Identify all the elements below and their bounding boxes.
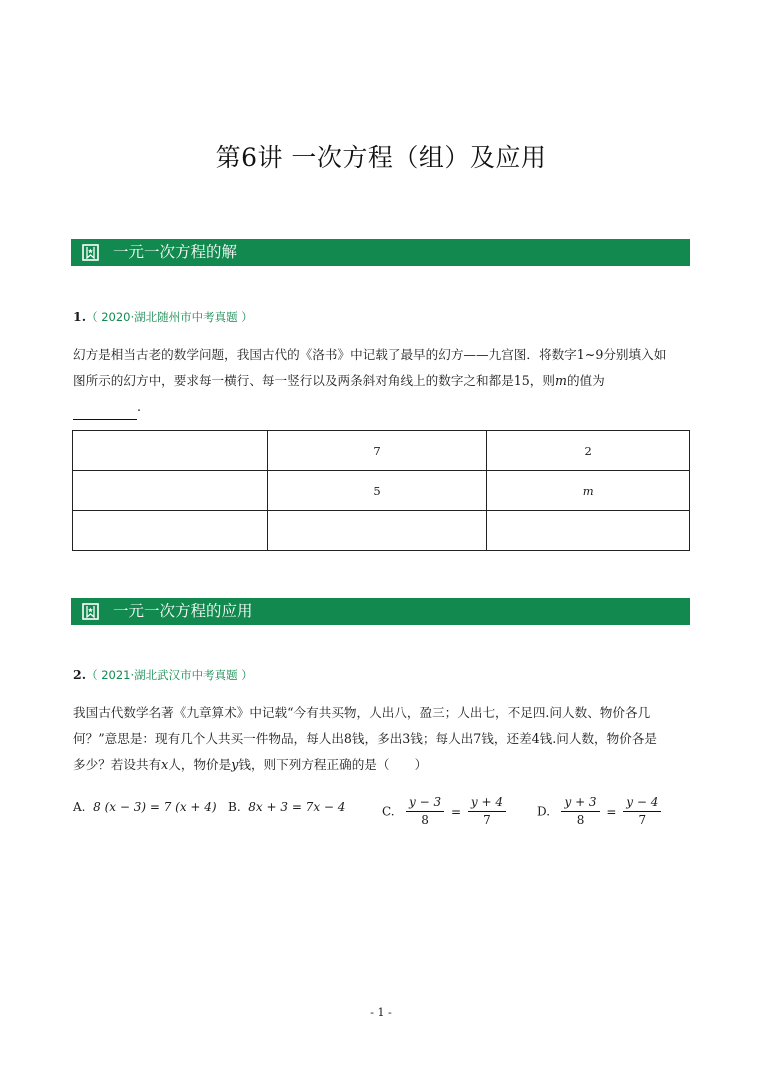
option-c[interactable]: C. $\frac{y - 3}{8}$ = $\frac{y + 4}{7}$ [382, 794, 506, 829]
question-2-header [73, 667, 253, 683]
table-row [73, 511, 690, 551]
page-number: - 1 - [370, 1006, 392, 1019]
table-row [73, 431, 690, 471]
question-source: （ 2021·湖北武汉市中考真题 ） [86, 668, 253, 682]
question-number: 2. [73, 667, 87, 682]
variable-m: m [555, 373, 567, 388]
table-cell [267, 511, 487, 551]
fraction: $\frac{y + 4}{7}$ [468, 794, 506, 829]
magic-square-table [72, 430, 690, 551]
question-1-header [73, 309, 253, 325]
option-d[interactable]: D. $\frac{y + 3}{8}$ = $\frac{y - 4}{7}$ [537, 794, 661, 829]
section-header-solution [71, 239, 690, 266]
page-title: 第6讲 一次方程（组）及应用 [215, 143, 547, 172]
section-header-application [71, 598, 690, 625]
section-label: 一元一次方程的应用 [113, 602, 253, 620]
question-2-text [73, 700, 693, 778]
question-number: 1. [73, 309, 87, 324]
fraction: $\frac{y - 4}{7}$ [623, 794, 661, 829]
variable-y: y [231, 757, 239, 772]
answer-blank [73, 403, 137, 420]
text-line: . [73, 394, 693, 420]
table-cell [73, 471, 268, 511]
variable-x: x [161, 757, 169, 772]
text-line: 图所示的幻方中，要求每一横行、每一竖行以及两条斜对角线上的数字之和都是15，则m的值为 [73, 373, 605, 388]
question-source: （ 2020·湖北随州市中考真题 ） [86, 310, 253, 324]
fraction: $\frac{y + 3}{8}$ [561, 794, 599, 829]
table-cell [73, 511, 268, 551]
table-cell [73, 431, 268, 471]
option-a[interactable]: A. 8 (x − 3) = 7 (x + 4) [73, 800, 217, 814]
option-a-equation: 8 (x − 3) = 7 (x + 4) [93, 800, 217, 814]
text-line: 幻方是相当古老的数学问题，我国古代的《洛书》中记载了最早的幻方——九宫图．将数字1~9分别填入如 [73, 347, 667, 362]
table-cell: 5 [267, 471, 487, 511]
table-cell: 2 [487, 431, 690, 471]
option-b-equation: 8x + 3 = 7x − 4 [248, 800, 346, 814]
question-1-text [73, 342, 693, 420]
text-line: 多少？若设共有x人，物价是y钱，则下列方程正确的是（ ） [73, 757, 428, 772]
text-line: 我国古代数学名著《九章算术》中记载“今有共买物，人出八，盈三；人出七，不足四.问人数、物价各几 [73, 705, 651, 720]
fraction: $\frac{y - 3}{8}$ [406, 794, 444, 829]
table-row [73, 471, 690, 511]
table-cell: 7 [267, 431, 487, 471]
option-b[interactable]: B. 8x + 3 = 7x − 4 [228, 800, 346, 814]
section-label: 一元一次方程的解 [113, 243, 238, 261]
bookmark-star-icon [82, 603, 99, 620]
table-cell [487, 511, 690, 551]
bookmark-star-icon [82, 244, 99, 261]
table-cell: m [487, 471, 690, 511]
text-line: 何？”意思是：现有几个人共买一件物品，每人出8钱，多出3钱；每人出7钱，还差4钱.问人数，物价各是 [73, 731, 658, 746]
